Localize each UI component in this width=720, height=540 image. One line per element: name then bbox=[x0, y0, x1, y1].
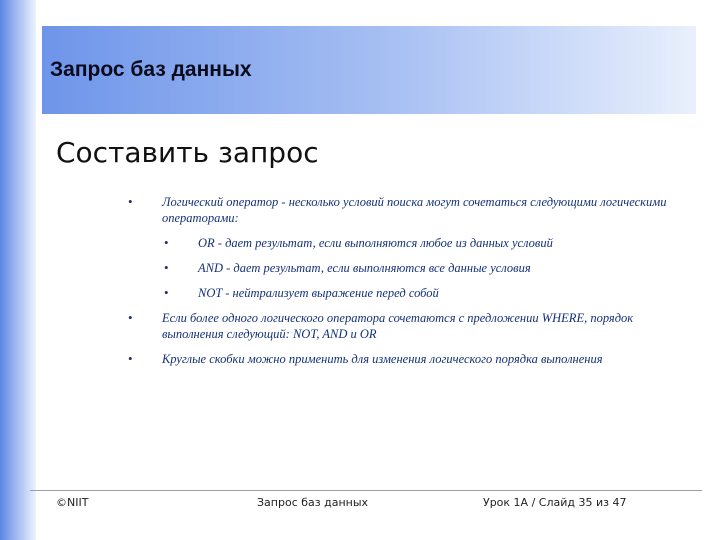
footer-copyright: ©NIIT bbox=[56, 496, 89, 509]
bullet-dot: • bbox=[128, 194, 133, 209]
slide-subtitle: Составить запрос bbox=[56, 136, 319, 169]
bullet-item bbox=[126, 310, 686, 342]
footer-course-title: Запрос баз данных bbox=[257, 496, 369, 509]
bullet-text: Если более одного логического оператора сочетаются с предложении WHERE, порядок выполнения следующий: NOT, AND и OR bbox=[162, 311, 634, 341]
bullet-dot: • bbox=[164, 285, 169, 300]
bullet-text: OR - дает результат, если выполняются любое из данных условий bbox=[198, 236, 553, 250]
bullet-dot: • bbox=[164, 235, 169, 250]
bullet-item bbox=[162, 235, 686, 251]
title-bar bbox=[42, 26, 696, 114]
bullet-text: Круглые скобки можно применить для изменения логического порядка выполнения bbox=[162, 352, 603, 366]
bullet-item bbox=[162, 260, 686, 276]
bullet-item bbox=[162, 285, 686, 301]
bullet-text: NOT - нейтрализует выражение перед собой bbox=[198, 286, 439, 300]
footer-divider bbox=[30, 490, 702, 491]
bullet-item bbox=[126, 351, 686, 367]
bullet-dot: • bbox=[164, 260, 169, 275]
bullet-text: AND - дает результат, если выполняются все данные условия bbox=[198, 261, 531, 275]
bullet-dot: • bbox=[128, 351, 133, 366]
slide-title: Запрос баз данных bbox=[50, 58, 252, 81]
footer-slide-number: Урок 1А / Слайд 35 из 47 bbox=[483, 496, 627, 509]
bullet-item bbox=[126, 194, 686, 226]
left-gradient-stripe bbox=[0, 0, 36, 540]
bullet-text: Логический оператор - несколько условий поиска могут сочетаться следующими логическими операторами: bbox=[162, 195, 667, 225]
bullet-list bbox=[126, 194, 686, 376]
bullet-dot: • bbox=[128, 310, 133, 325]
